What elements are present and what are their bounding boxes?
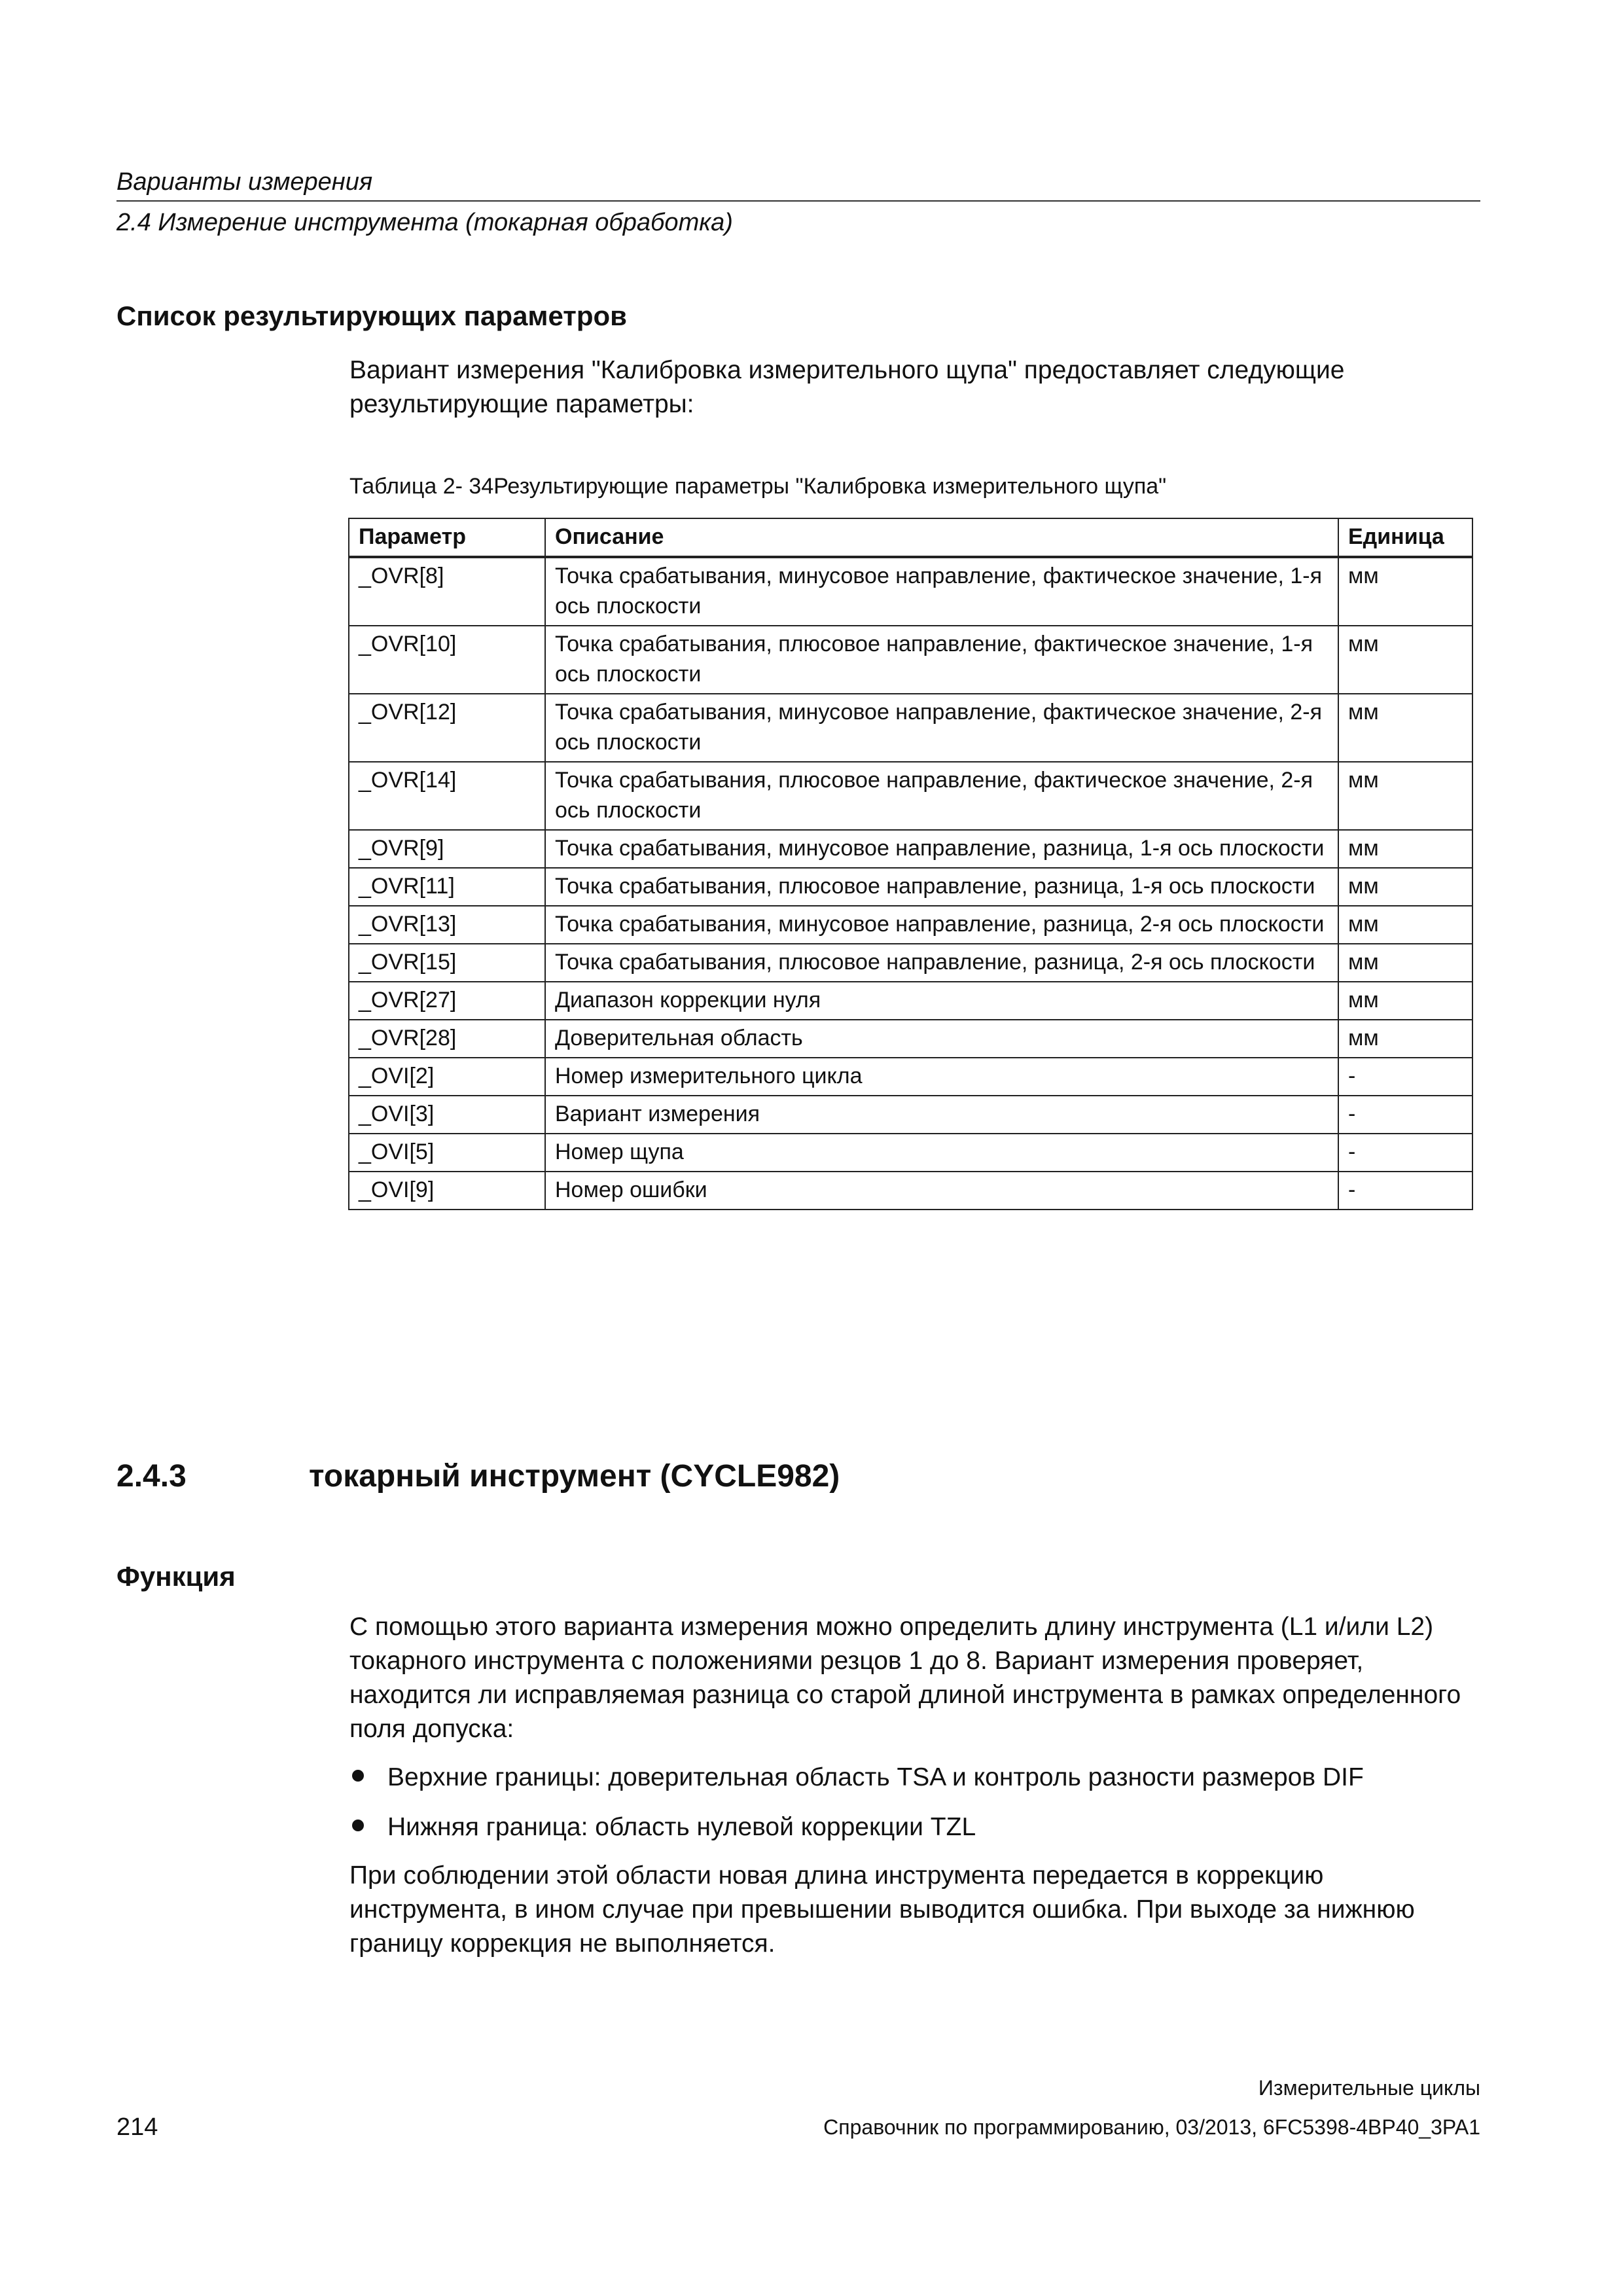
table-row — [349, 626, 1472, 694]
description-cell: Точка срабатывания, плюсовое направление, фактическое значение, 2-я ось плоскости — [545, 762, 1338, 830]
param-cell: _OVR[9] — [349, 830, 545, 868]
table-row — [349, 762, 1472, 830]
unit-cell: мм — [1338, 1020, 1472, 1058]
table-row — [349, 982, 1472, 1020]
header-divider — [116, 200, 1480, 202]
description-cell: Точка срабатывания, плюсовое направление, фактическое значение, 1-я ось плоскости — [545, 626, 1338, 694]
unit-cell: мм — [1338, 868, 1472, 906]
param-cell: _OVI[9] — [349, 1172, 545, 1210]
table-row — [349, 694, 1472, 762]
param-cell: _OVR[13] — [349, 906, 545, 944]
description-cell: Точка срабатывания, минусовое направление, фактическое значение, 1-я ось плоскости — [545, 557, 1338, 626]
footer-reference: Справочник по программированию, 03/2013, 6FC5398-4BP40_3PA1 — [823, 2115, 1480, 2139]
column-header-description: Описание — [545, 518, 1338, 557]
description-cell: Точка срабатывания, минусовое направление, разница, 1-я ось плоскости — [545, 830, 1338, 868]
description-cell: Номер ошибки — [545, 1172, 1338, 1210]
bullet-icon — [352, 1770, 364, 1782]
unit-cell: мм — [1338, 982, 1472, 1020]
description-cell: Точка срабатывания, плюсовое направление, разница, 2-я ось плоскости — [545, 944, 1338, 982]
description-cell: Точка срабатывания, минусовое направление, разница, 2-я ось плоскости — [545, 906, 1338, 944]
unit-cell: - — [1338, 1096, 1472, 1134]
param-cell: _OVR[14] — [349, 762, 545, 830]
unit-cell: мм — [1338, 557, 1472, 626]
results-intro: Вариант измерения "Калибровка измерительного щупа" предоставляет следующие результирующие параметры: — [349, 356, 1345, 418]
description-cell: Вариант измерения — [545, 1096, 1338, 1134]
param-cell: _OVR[11] — [349, 868, 545, 906]
table-caption: Таблица 2- 34Результирующие параметры "Калибровка измерительного щупа" — [349, 474, 1167, 499]
table-row — [349, 1020, 1472, 1058]
description-cell: Номер щупа — [545, 1134, 1338, 1172]
table-row — [349, 1058, 1472, 1096]
tolerance-bullet-list — [349, 1761, 1482, 1860]
param-cell: _OVI[5] — [349, 1134, 545, 1172]
list-item — [349, 1761, 1482, 1795]
table-row — [349, 944, 1472, 982]
table-row — [349, 557, 1472, 626]
description-cell: Точка срабатывания, минусовое направление, фактическое значение, 2-я ось плоскости — [545, 694, 1338, 762]
param-cell: _OVR[10] — [349, 626, 545, 694]
table-row — [349, 1134, 1472, 1172]
list-item-text: Верхние границы: доверительная область TSA и контроль разности размеров DIF — [387, 1763, 1364, 1791]
param-cell: _OVR[12] — [349, 694, 545, 762]
result-parameters-table — [348, 518, 1473, 1210]
param-cell: _OVR[15] — [349, 944, 545, 982]
page-number: 214 — [116, 2113, 158, 2141]
unit-cell: мм — [1338, 830, 1472, 868]
unit-cell: мм — [1338, 694, 1472, 762]
running-header-section: 2.4 Измерение инструмента (токарная обработка) — [116, 209, 733, 236]
unit-cell: - — [1338, 1172, 1472, 1210]
table-row — [349, 1096, 1472, 1134]
running-header-chapter: Варианты измерения — [116, 168, 373, 196]
footer-title: Измерительные циклы — [1258, 2076, 1480, 2100]
unit-cell: мм — [1338, 944, 1472, 982]
param-cell: _OVI[2] — [349, 1058, 545, 1096]
param-cell: _OVR[27] — [349, 982, 545, 1020]
description-cell: Номер измерительного цикла — [545, 1058, 1338, 1096]
unit-cell: - — [1338, 1134, 1472, 1172]
function-heading: Функция — [116, 1561, 236, 1592]
bullet-icon — [352, 1820, 364, 1831]
unit-cell: мм — [1338, 906, 1472, 944]
description-cell: Доверительная область — [545, 1020, 1338, 1058]
list-item — [349, 1810, 1482, 1844]
description-cell: Точка срабатывания, плюсовое направление, разница, 1-я ось плоскости — [545, 868, 1338, 906]
param-cell: _OVR[8] — [349, 557, 545, 626]
section-number: 2.4.3 — [116, 1459, 187, 1494]
unit-cell: - — [1338, 1058, 1472, 1096]
unit-cell: мм — [1338, 626, 1472, 694]
result-paragraph: При соблюдении этой области новая длина инструмента передается в коррекцию инструмента, в ином случае при превышении выводится ошибка. При выходе за нижнюю границу коррекция не выполняется. — [349, 1861, 1415, 1958]
table-header-row — [349, 518, 1472, 557]
results-heading: Список результирующих параметров — [116, 300, 627, 331]
unit-cell: мм — [1338, 762, 1472, 830]
column-header-parameter: Параметр — [349, 518, 545, 557]
description-cell: Диапазон коррекции нуля — [545, 982, 1338, 1020]
function-paragraph: С помощью этого варианта измерения можно определить длину инструмента (L1 и/или L2) токарного инструмента с положениями резцов 1 до 8. Вариант измерения проверяет, находится ли исправляемая разница со старой длиной инструмента в рамках определенного поля допуска: — [349, 1613, 1461, 1743]
table-row — [349, 868, 1472, 906]
table-row — [349, 1172, 1472, 1210]
list-item-text: Нижняя граница: область нулевой коррекции TZL — [387, 1813, 976, 1841]
section-title: токарный инструмент (CYCLE982) — [309, 1459, 840, 1494]
table-row — [349, 906, 1472, 944]
param-cell: _OVR[28] — [349, 1020, 545, 1058]
param-cell: _OVI[3] — [349, 1096, 545, 1134]
column-header-unit: Единица — [1338, 518, 1472, 557]
table-row — [349, 830, 1472, 868]
